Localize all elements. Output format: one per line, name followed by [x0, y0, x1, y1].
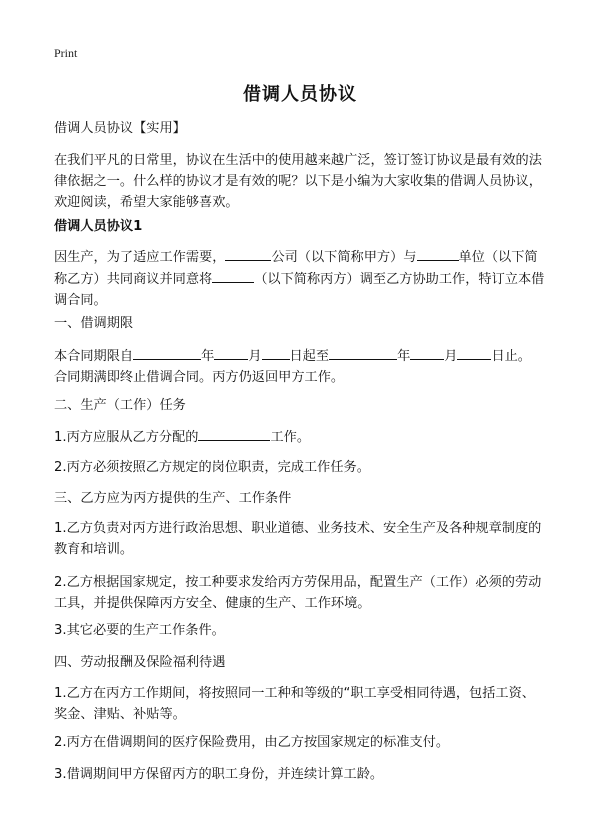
heading-term: 一、借调期限 — [54, 316, 134, 331]
paragraph-condition-3: 3.其它必要的生产工作条件。 — [54, 623, 225, 638]
heading-compensation: 四、劳动报酬及保险福利待遇 — [54, 655, 226, 670]
paragraph-comp-2: 2.丙方在借调期间的医疗保险费用，由乙方按国家规定的标准支付。 — [54, 735, 450, 750]
paragraph-comp-3: 3.借调期间甲方保留丙方的职工身份，并连续计算工龄。 — [54, 767, 384, 782]
paragraph-task-1: 1.丙方应服从乙方分配的 工作。 — [54, 426, 548, 448]
paragraph-task-2: 2.丙方必须按照乙方规定的岗位职责，完成工作任务。 — [54, 460, 370, 475]
paragraph-comp-1: 1.乙方在丙方工作期间，将按照同一工种和等级的“职工享受相同待遇，包括工资、奖金、津贴、补贴等。 — [54, 686, 535, 722]
heading-tasks: 二、生产（工作）任务 — [54, 398, 186, 413]
blank-unit[interactable] — [417, 246, 459, 261]
paragraph-term: 本合同期限自 年 月 日起至 年 月 日止。 合同期满即终止借调合同。丙方仍返回甲方工作。 — [54, 345, 548, 388]
blank-work[interactable] — [198, 426, 270, 441]
blank-start-month[interactable] — [214, 345, 248, 360]
blank-end-month[interactable] — [410, 345, 444, 360]
document-title: 借调人员协议 — [243, 84, 357, 105]
blank-end-year[interactable] — [329, 345, 397, 360]
paragraph-condition-1: 1.乙方负责对丙方进行政治思想、职业道德、业务技术、安全生产及各种规章制度的教育和培训。 — [54, 521, 542, 557]
section-title: 借调人员协议1 — [54, 219, 143, 234]
blank-end-day[interactable] — [457, 345, 491, 360]
intro-paragraph: 在我们平凡的日常里，协议在生活中的使用越来越广泛，签订签订协议是最有效的法律依据之一。什么样的协议才是有效的呢？以下是小编为大家收集的借调人员协议，欢迎阅读，希望大家能够喜欢。 — [54, 153, 542, 210]
print-link[interactable]: Print — [54, 46, 78, 60]
blank-person[interactable] — [212, 268, 254, 283]
blank-company[interactable] — [225, 246, 271, 261]
paragraph-parties: 因生产，为了适应工作需要， 公司（以下简称甲方）与 单位（以下简称乙方）共同商议并同意将 （以下简称丙方）调至乙方协助工作，特订立本借调合同。 — [54, 246, 548, 311]
document-subtitle: 借调人员协议【实用】 — [54, 121, 186, 136]
heading-conditions: 三、乙方应为丙方提供的生产、工作条件 — [54, 491, 292, 506]
paragraph-condition-2: 2.乙方根据国家规定，按工种要求发给丙方劳保用品，配置生产（工作）必须的劳动工具，并提供保障丙方安全、健康的生产、工作环境。 — [54, 575, 542, 611]
blank-start-day[interactable] — [262, 345, 290, 360]
blank-start-year[interactable] — [133, 345, 201, 360]
